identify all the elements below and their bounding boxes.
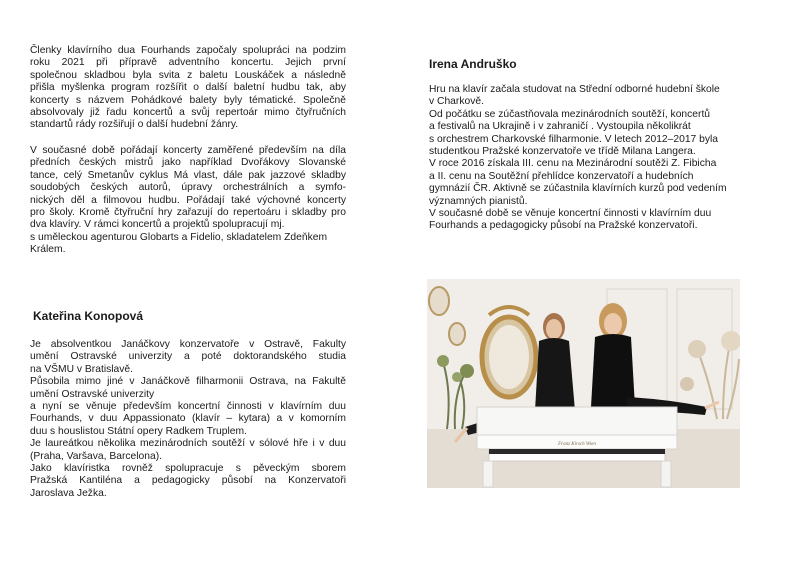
text-line: V roce 2016 získala III. cenu na Mezinárodní soutěži Z. Fibicha [429, 158, 717, 170]
text-line: Členky klavírního dua Fourhands započaly spolupráci na podzim [30, 45, 346, 56]
text-line: absolvovaly již řadu koncertů a svůj repertoár mimo čtyřručních [30, 107, 346, 119]
text-line: a nyní se věnuje především koncertní činnosti v klavírním duu [30, 401, 346, 413]
text-line: koncerty s názvem Pohádkové balety byly tématické. Společně [30, 94, 346, 106]
text-line: studentkou Pražské konzervatoře ve třídě Milana Langera. [429, 146, 696, 158]
text-line: Jaroslava Ježka. [30, 487, 107, 499]
text-line: významných pianistů. [429, 195, 528, 207]
text-line: nických děl a filmovou hudbu. Pořádají také výchovné koncerty [30, 194, 346, 206]
katerina-bio [30, 339, 346, 500]
text-line: pro školy. Kromě čtyřruční hry zařazují do repertoáru i skladby pro [30, 207, 346, 219]
text-line: Působila mimo jiné v Janáčkově filharmonii Ostrava, na Fakultě [30, 376, 346, 388]
duo-photo-illustration [427, 279, 740, 488]
piano-brand-label: Franz Kirsch Wien [558, 442, 596, 447]
text-line: Fourhands, v duu Appassionato (klavír – kytara) a v komorním [30, 413, 346, 425]
text-line: tance, celý Smetanův cyklus Má vlast, dále pak jazzové skladby [30, 169, 346, 181]
text-line: přišla myšlenka program rozšířit o další baletní hudbu tak, aby [30, 82, 346, 94]
text-line: (Praha, Varšava, Barcelona). [30, 450, 163, 462]
text-line: dva klavíry. V rámci koncertů a projektů spolupracují mj. [30, 219, 285, 231]
text-line: Pražská Kantiléna a pedagogicky působí na Konzervatoři [30, 475, 346, 487]
text-line: na VŠMU v Bratislavě. [30, 363, 134, 375]
text-line: Králem. [30, 244, 66, 256]
intro-paragraph-2 [30, 145, 346, 257]
text-line: Jako klavíristka rovněž spolupracuje s pěveckým sborem [30, 463, 346, 475]
text-line: gymnázií ČR. Aktivně se zúčastnila klavírních kurzů pod vedením [429, 183, 727, 195]
text-line: soudobých českých autorů, úpravy orchestrálních a symfo- [30, 182, 346, 194]
text-line: společnou skladbou byla svita z baletu Louskáček a následně [30, 69, 346, 81]
text-line: roku 2021 při přípravě adventního koncertu. Jejich první [30, 57, 346, 69]
text-line: V současné době se věnuje koncertní činnosti v klavírním duu [429, 208, 712, 220]
text-line: předních českých mistrů jako například Dvořákovy Slovanské [30, 157, 346, 169]
irena-heading: Irena Andruško [429, 57, 517, 71]
irena-bio [429, 84, 749, 233]
text-line: s orchestrem Charkovské filharmonie. V letech 2012–2017 byla [429, 133, 719, 145]
text-line: s uměleckou agenturou Globarts a Fidelio, skladatelem Zdeňkem [30, 231, 328, 243]
text-line: Od počátku se zúčastňovala mezinárodních soutěží, koncertů [429, 108, 711, 120]
katerina-heading: Kateřina Konopová [33, 309, 144, 323]
text-line: standartů rády rozšiřují o další hudební žánry. [30, 119, 239, 131]
text-line: Je laureátkou několika mezinárodních soutěží v sólové hře i v duu [30, 438, 346, 450]
text-line: a festivalů na Ukrajině i v zahraničí . Vystoupila několikrát [429, 121, 691, 133]
text-line: a II. cenu na Soutěžní přehlídce konzervatoří a hudebních [429, 170, 694, 182]
text-line: Fourhands a pedagogicky působí na Pražské konzervatoři. [429, 220, 698, 232]
text-line: Hru na klavír začala studovat na Střední odborné hudební škole [429, 84, 720, 95]
intro-paragraph-1 [30, 45, 346, 132]
text-line: v Charkově. [429, 96, 484, 108]
text-line: V současné době pořádají koncerty zaměřené především na díla [30, 145, 346, 156]
text-line: duu s houslistou Státní opery Radkem Truplem. [30, 425, 247, 437]
text-line: Je absolventkou Janáčkovy konzervatoře v Ostravě, Fakulty [30, 339, 346, 350]
duo-photo [427, 279, 740, 488]
text-line: umění Ostravské univerzity [30, 388, 155, 400]
text-line: umění Ostravské univerzity a poté doktorandského studia [30, 351, 346, 363]
